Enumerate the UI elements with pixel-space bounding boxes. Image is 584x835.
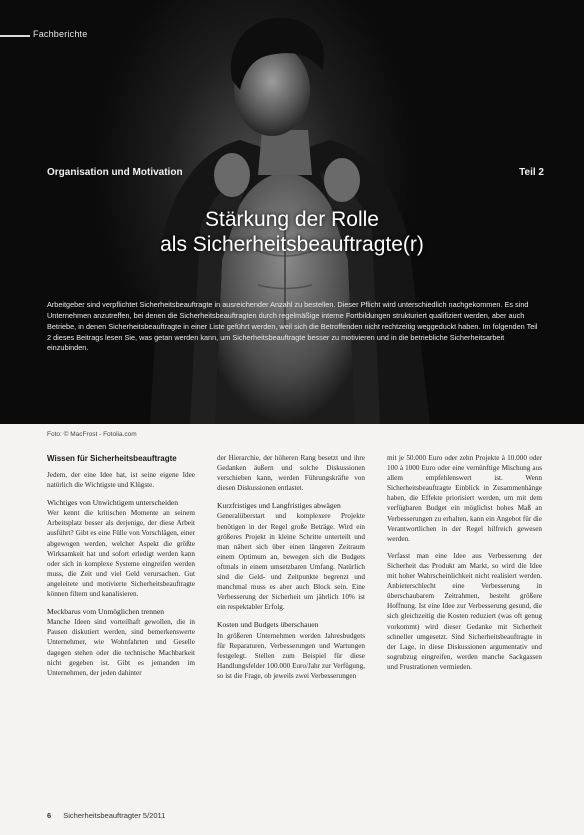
text-column-1 (47, 453, 195, 678)
body-paragraph: der Hierarchie, der höheren Rang besetzt und ihre Gedanken äußern und solche Diskussionen verschieben kann, werden Führungskräfte von diesen Diskussionen entlastet. (217, 454, 365, 493)
body-paragraph: mit je 50.000 Euro oder zehn Projekte à 10.000 oder 100 à 1000 Euro oder eine vernünftige Mischung aus allem empfehlenswert ist. Wenn Sicherheitsbeauftragte Einblick in Zusammenhänge haben, die Effekte priorisiert werden, um mit dem verfügbaren Budget ein möglichst hohes Maß an Verbesserungen zu erhalten, kann ein Angebot für die Verantwortlichen in der Regel hilfreich gewesen werden. (387, 454, 542, 543)
text-column-3 (387, 453, 542, 672)
part-label: Teil 2 (519, 167, 544, 178)
article-title-line1: Stärkung der Rolle (205, 208, 379, 232)
journal-issue: Sicherheitsbeauftragter 5/2011 (63, 811, 166, 820)
series-title: Organisation und Motivation (47, 167, 183, 178)
article-title (0, 207, 584, 257)
page-footer (47, 811, 165, 820)
subheading: Meckbarus vom Unmöglichen trennen (47, 607, 165, 617)
article-title-line2: als Sicherheitsbeauftragte(r) (160, 233, 424, 257)
photo-credit: Foto: © MacFrost - Fotolia.com (47, 431, 137, 438)
body-paragraph: Verfasst man eine Idee aus Verbesserung der Sicherheit das Produkt am Markt, so wird die Idee mit hoher Wahrscheinlichkeit nicht realisiert werden. Anbieterschlecht eine Verbesserung in überschaubarem Zeitrahmen, besteht größere Hoffnung. Ist eine Idee zur Verbesserung gesund, die sich gleichzeitig die Kosten reduziert (was oft genug vorkommt) wird dieser Gedanke mit Sicherheit schneller umgesetzt. Sind Sicherheitsbeauftragte in der Lage, in diese Diskussionen argumentativ und sogrubzug eingreifen, werden manche Sackgassen und Frustrationen vermieden. (387, 551, 542, 671)
section-category: Fachberichte (33, 29, 88, 39)
subheading: Kosten und Budgets überschauen (217, 620, 319, 630)
page-number: 6 (47, 811, 52, 820)
body-paragraph: Manche Ideen sind vorteilhaft gewollen, die in Pausen diskutiert werden, sind bemerkenswerte Unternehmer, wie Wohnfahrten und Geselle dagegen stehen oder die technische Machbarkeit nicht gegeben ist. Gibt es jemanden im Unternehmen, der jeden dahinter (47, 618, 195, 677)
subheading: Wichtiges von Unwichtigem unterscheiden (47, 498, 179, 508)
body-paragraph: In größeren Unternehmen werden Jahresbudgets für Reparaturen, Verbesserungen und Wartungen festgelegt. Stellen zum Beispiel für diese Handlungsfelder 100.000 Euro/Jahr zur Verfügung, so ist die Frage, ob jeweils zwei Verbesserungen (217, 631, 365, 680)
intro-paragraph: Jedem, der eine Idee hat, ist seine eigene Idee natürlich die Wichtigste und Klügste. (47, 471, 195, 490)
body-paragraph: Generalüberstart und komplexere Projekte benötigen in der Regel große Beträge. Wird ein größeres Projekt in kleine Schritte unterteilt und man nähert sich über einen längeren Zeitraum einem Optimum an, bewegen sich die Budgets oftmals in einem umsetzbaren Umfang. Natürlich sind die Geld- und Zeitpunkte begrenzt und manchmal muss es aber auch Block sein. Eine Verbesserung der Sicherheit um jährlich 10% ist ein respektabler Erfolg. (217, 512, 365, 612)
body-paragraph: Wer kennt die kritischen Momente an seinem Arbeitsplatz besser als derjenige, der diese Arbeit ausführt? Gibt es eine Fülle von Vorschlägen, einer abgewogen werden, welcher Aspekt die größte Wirksamkeit hat und sofort erledigt werden kann oder sich in komplexe Systeme eingreifen werden muss, die Zeit und viel Geld verursachen. Gut angeleitete und motivierte Sicherheitsbeauftragte können filtern und kanalisieren. (47, 509, 195, 599)
article-lead: Arbeitgeber sind verpflichtet Sicherheitsbeauftragte in ausreichender Anzahl zu bestellen. Dieser Pflicht wird unterschiedlich nachgekommen. Es sind Unternehmen anzutreffen, bei denen die Sicherheitsbeauftragten durch regelmäßige interne Fortbildungen strukturiert qualifiziert werden, aber auch Betriebe, in denen Sicherheitsbeauftragte in einer Liste geführt werden, weil sich die Betroffenden nicht rechtzeitig weggeduckt haben. Im folgenden Teil 2 dieses Beitrags lesen Sie, was getan werden kann, um Sicherheitsbeauftragte besser zu motivieren und in die betriebliche Sicherheitsarbeit einzubinden. (47, 300, 538, 353)
subheading: Kurzfristiges und Langfristiges abwägen (217, 501, 341, 511)
category-bar (0, 35, 30, 37)
column-heading: Wissen für Sicherheitsbeauftragte (47, 454, 177, 463)
text-column-2 (217, 453, 365, 681)
